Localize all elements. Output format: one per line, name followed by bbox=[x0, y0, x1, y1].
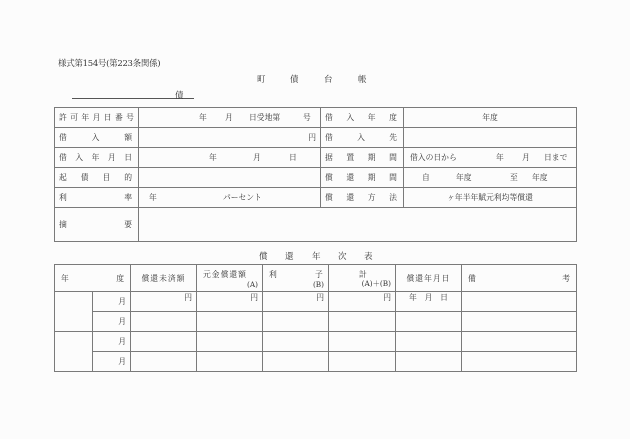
borrow-date-field[interactable]: 年 月 日 bbox=[139, 148, 321, 168]
month-cell: 月 bbox=[93, 292, 131, 312]
header-interest: 利 子 (B) bbox=[263, 265, 329, 292]
month-cell: 月 bbox=[93, 352, 131, 372]
interest-cell[interactable] bbox=[263, 332, 329, 352]
repayment-period-field[interactable]: 自 年度 至 年度 bbox=[404, 168, 577, 188]
permit-number-field[interactable]: 年 月 日受地第 号 bbox=[139, 108, 321, 128]
month-cell: 月 bbox=[93, 312, 131, 332]
principal-cell[interactable] bbox=[197, 352, 263, 372]
unpaid-cell[interactable] bbox=[131, 312, 197, 332]
label-bond-purpose: 起 債 目 的 bbox=[55, 168, 139, 188]
subject-label: 債 bbox=[175, 91, 184, 101]
label-permit-number: 許 可 年 月 日 番 号 bbox=[55, 108, 139, 128]
label-lender: 借 入 先 bbox=[321, 128, 404, 148]
table-row bbox=[55, 292, 577, 312]
table-row bbox=[55, 352, 577, 372]
table-row bbox=[55, 168, 577, 188]
header-total: 計 (A)＋(B) bbox=[329, 265, 396, 292]
borrow-year-field[interactable]: 年度 bbox=[404, 108, 577, 128]
repayment-schedule-table bbox=[54, 264, 577, 372]
date-cell[interactable]: 年 月 日 bbox=[396, 292, 462, 312]
remarks-cell[interactable] bbox=[462, 332, 577, 352]
header-principal: 元金償還額 (A) bbox=[197, 265, 263, 292]
fiscal-year-cell[interactable] bbox=[55, 332, 93, 372]
interest-cell[interactable] bbox=[263, 352, 329, 372]
title-char: 帳 bbox=[358, 75, 367, 85]
title-char: 町 bbox=[257, 75, 266, 85]
header-remarks: 備 考 bbox=[462, 265, 577, 292]
total-cell[interactable] bbox=[329, 312, 396, 332]
table-row bbox=[55, 128, 577, 148]
label-repayment-period: 償 還 期 間 bbox=[321, 168, 404, 188]
total-cell[interactable] bbox=[329, 352, 396, 372]
total-cell[interactable] bbox=[329, 332, 396, 352]
date-cell[interactable] bbox=[396, 332, 462, 352]
interest-cell[interactable]: 円 bbox=[263, 292, 329, 312]
label-borrow-amount: 借 入 額 bbox=[55, 128, 139, 148]
table-row bbox=[55, 208, 577, 242]
month-cell: 月 bbox=[93, 332, 131, 352]
bond-info-table bbox=[54, 107, 577, 242]
principal-cell[interactable]: 円 bbox=[197, 292, 263, 312]
table-row bbox=[55, 312, 577, 332]
unpaid-cell[interactable]: 円 bbox=[131, 292, 197, 312]
label-interest-rate: 利 率 bbox=[55, 188, 139, 208]
remarks-cell[interactable] bbox=[462, 292, 577, 312]
lender-field[interactable] bbox=[404, 128, 577, 148]
table-row bbox=[55, 188, 577, 208]
header-fiscal-year: 年 度 bbox=[55, 265, 131, 292]
remarks-field[interactable] bbox=[139, 208, 577, 242]
principal-cell[interactable] bbox=[197, 332, 263, 352]
label-repayment-method: 償 還 方 法 bbox=[321, 188, 404, 208]
interest-rate-field[interactable]: 年 パーセント bbox=[139, 188, 321, 208]
repayment-method-field[interactable]: ヶ年半年賦元利均等償還 bbox=[404, 188, 577, 208]
header-repayment-date: 償還年月日 bbox=[396, 265, 462, 292]
header-unpaid-balance: 償還未済額 bbox=[131, 265, 197, 292]
fiscal-year-cell[interactable] bbox=[55, 292, 93, 332]
title-char: 台 bbox=[324, 75, 333, 85]
grace-period-field[interactable]: 借入の日から 年 月 日まで bbox=[404, 148, 577, 168]
borrow-amount-field[interactable]: 円 bbox=[139, 128, 321, 148]
remarks-cell[interactable] bbox=[462, 312, 577, 332]
table-row bbox=[55, 108, 577, 128]
label-borrow-date: 借 入 年 月 日 bbox=[55, 148, 139, 168]
principal-cell[interactable] bbox=[197, 312, 263, 332]
table-row bbox=[55, 148, 577, 168]
table-row bbox=[55, 332, 577, 352]
label-grace-period: 据 置 期 間 bbox=[321, 148, 404, 168]
form-number: 様式第154号(第223条関係) bbox=[58, 59, 161, 69]
bond-purpose-field[interactable] bbox=[139, 168, 321, 188]
unpaid-cell[interactable] bbox=[131, 352, 197, 372]
total-cell[interactable]: 円 bbox=[329, 292, 396, 312]
title-char: 債 bbox=[290, 75, 299, 85]
label-remarks: 摘 要 bbox=[55, 208, 139, 242]
date-cell[interactable] bbox=[396, 312, 462, 332]
date-cell[interactable] bbox=[396, 352, 462, 372]
interest-cell[interactable] bbox=[263, 312, 329, 332]
remarks-cell[interactable] bbox=[462, 352, 577, 372]
label-borrow-year: 借 入 年 度 bbox=[321, 108, 404, 128]
table-header-row bbox=[55, 265, 577, 292]
unpaid-cell[interactable] bbox=[131, 332, 197, 352]
